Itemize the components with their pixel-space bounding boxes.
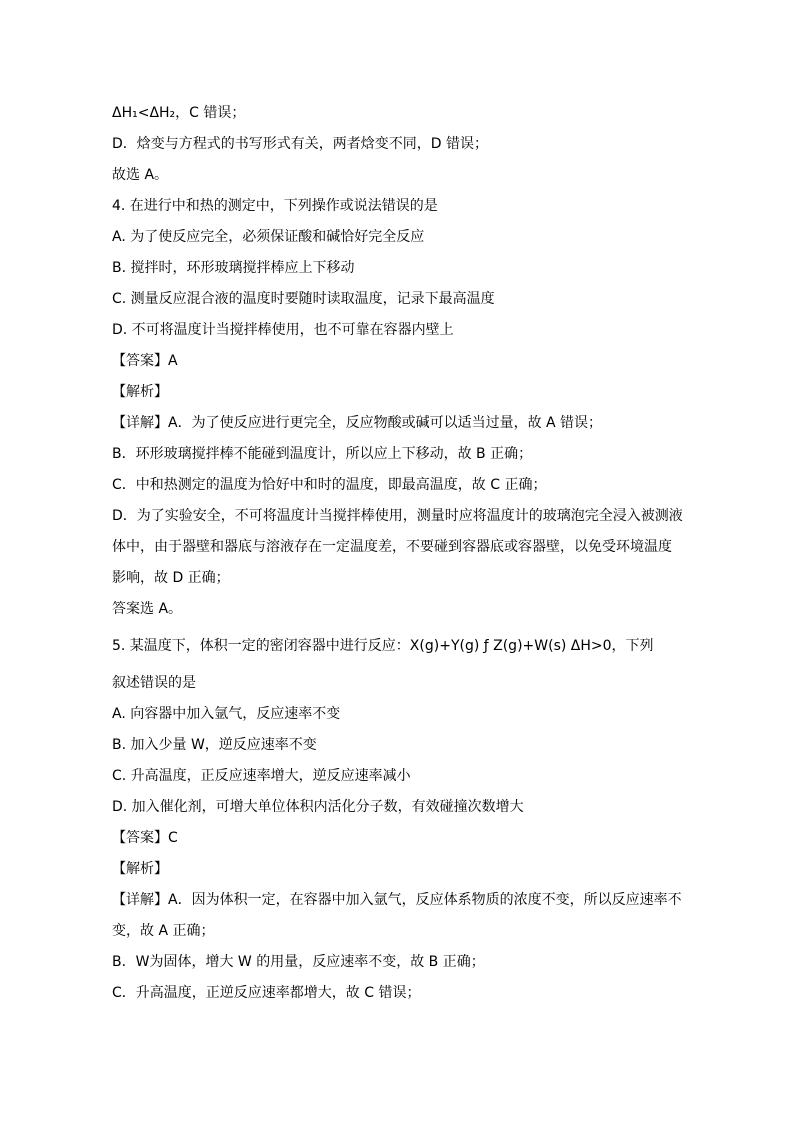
question-5-option-d: D. 加入催化剂，可增大单位体积内活化分子数，有效碰撞次数增大 [112,799,524,815]
text-line: 变，故 A 正确； [112,923,215,939]
question-4-option-d: D. 不可将温度计当搅拌棒使用，也不可靠在容器内壁上 [112,322,454,338]
question-5-option-c: C. 升高温度，正反应速率增大，逆反应速率减小 [112,768,411,784]
question-5-option-a: A. 向容器中加入氩气，反应速率不变 [112,706,341,722]
text-line: C．升高温度，正逆反应速率都增大，故 C 错误； [112,985,421,1001]
text-line: D．焓变与方程式的书写形式有关，两者焓变不同，D 错误； [112,136,489,152]
question-4-option-b: B. 搅拌时，环形玻璃搅拌棒应上下移动 [112,260,355,276]
text-line: D．为了实验安全，不可将温度计当搅拌棒使用，测量时应将温度计的玻璃泡完全浸入被测液 [112,508,683,524]
text-line: 影响，故 D 正确； [112,570,230,586]
question-5-stem-cont: 叙述错误的是 [112,675,196,691]
text-line: 答案选 A。 [112,601,183,617]
question-5-stem: 5. 某温度下，体积一定的密闭容器中进行反应：X(g)+Y(g) ƒ Z(g)+W(s) ΔH>0，下列 [112,638,654,654]
text-line: B．W为固体，增大 W 的用量，反应速率不变，故 B 正确； [112,954,485,970]
question-4-stem: 4. 在进行中和热的测定中，下列操作或说法错误的是 [112,198,438,214]
text-line: 【详解】A．为了使反应进行更完全，反应物酸或碱可以适当过量，故 A 错误； [112,415,603,431]
question-4-analysis-heading: 【解析】 [112,384,168,400]
question-4-option-a: A. 为了使反应完全，必须保证酸和碱恰好完全反应 [112,229,425,245]
text-line: ΔH₁<ΔH₂，C 错误； [112,105,246,121]
text-line: B．环形玻璃搅拌棒不能碰到温度计，所以应上下移动，故 B 正确； [112,446,533,462]
question-4-answer: 【答案】A [112,353,178,369]
text-line: 【详解】A．因为体积一定，在容器中加入氩气，反应体系物质的浓度不变，所以反应速率不 [112,892,682,908]
text-line: C．中和热测定的温度为恰好中和时的温度，即最高温度，故 C 正确； [112,477,547,493]
text-line: 故选 A。 [112,167,169,183]
question-4-option-c: C. 测量反应混合液的温度时要随时读取温度，记录下最高温度 [112,291,495,307]
text-line: 体中，由于器壁和器底与溶液存在一定温度差，不要碰到容器底或容器壁，以免受环境温度 [112,539,672,555]
question-5-option-b: B. 加入少量 W，逆反应速率不变 [112,737,317,753]
question-5-answer: 【答案】C [112,830,178,846]
question-5-analysis-heading: 【解析】 [112,861,168,877]
